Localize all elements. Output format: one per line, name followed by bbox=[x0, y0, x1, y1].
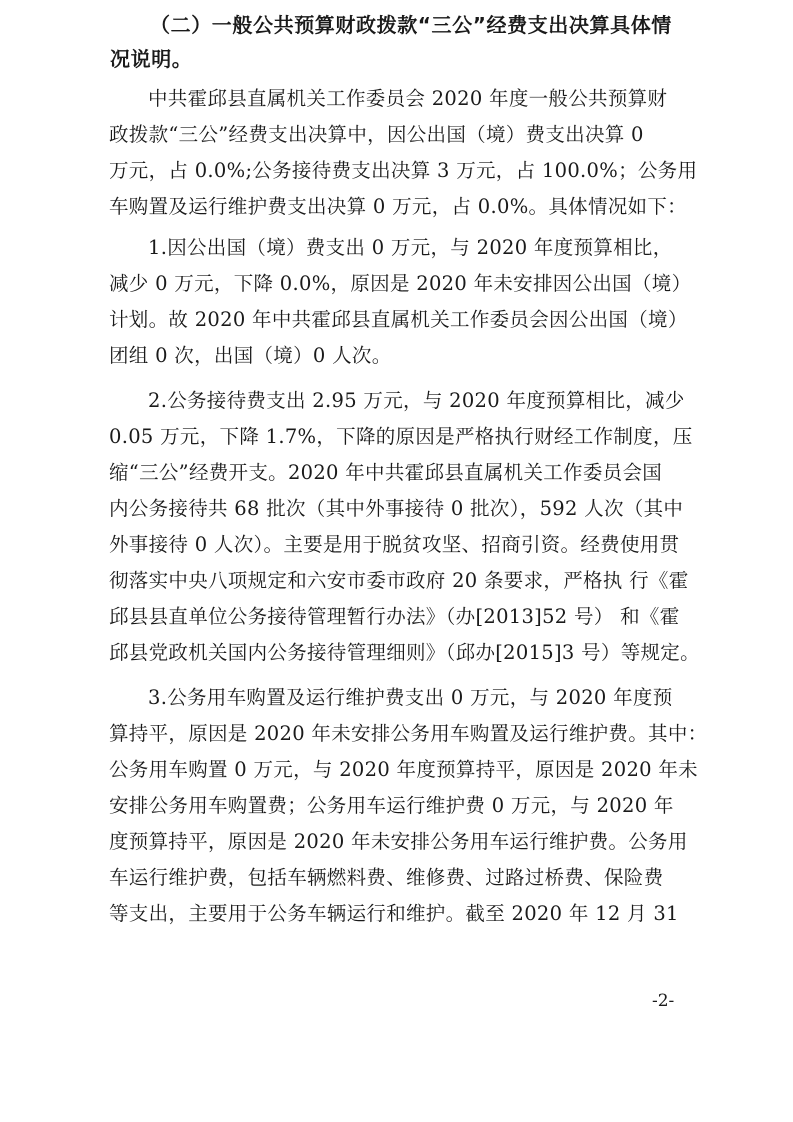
section-heading-line-1: （二）一般公共预算财政拨款“三公”经费支出决算具体情 bbox=[150, 13, 672, 37]
paragraph-4-line-3: 公务用车购置 0 万元，与 2020 年度预算持平，原因是 2020 年未 bbox=[109, 758, 698, 781]
paragraph-3-line-3: 缩“三公”经费开支。2020 年中共霍邱县直属机关工作委员会国 bbox=[109, 461, 663, 484]
paragraph-2-line-3: 计划。故 2020 年中共霍邱县直属机关工作委员会因公出国（境） bbox=[109, 308, 688, 331]
paragraph-1-line-2: 政拨款“三公”经费支出决算中，因公出国（境）费支出决算 0 bbox=[109, 123, 644, 146]
paragraph-4-line-7: 等支出，主要用于公务车辆运行和维护。截至 2020 年 12 月 31 bbox=[109, 902, 679, 925]
paragraph-2-line-2: 减少 0 万元，下降 0.0%，原因是 2020 年未安排因公出国（境） bbox=[109, 272, 692, 295]
page-number: -2- bbox=[652, 991, 675, 1011]
paragraph-3-line-6: 彻落实中央八项规定和六安市委市政府 20 条要求，严格执 行《霍 bbox=[109, 569, 689, 592]
paragraph-3-line-4: 内公务接待共 68 批次（其中外事接待 0 批次），592 人次（其中 bbox=[109, 497, 684, 520]
paragraph-4-line-1: 3.公务用车购置及运行维护费支出 0 万元，与 2020 年度预 bbox=[148, 686, 673, 709]
paragraph-1-line-4: 车购置及运行维护费支出决算 0 万元，占 0.0%。具体情况如下： bbox=[109, 195, 687, 218]
paragraph-4-line-2: 算持平，原因是 2020 年未安排公务用车购置及运行维护费。其中： bbox=[109, 722, 708, 745]
paragraph-2-line-4: 团组 0 次，出国（境）0 人次。 bbox=[109, 344, 392, 367]
paragraph-4-line-6: 车运行维护费，包括车辆燃料费、维修费、过路过桥费、保险费 bbox=[109, 866, 664, 889]
paragraph-3-line-8: 邱县党政机关国内公务接待管理细则》（邱办[2015]3 号）等规定。 bbox=[109, 641, 700, 664]
paragraph-3-line-1: 2.公务接待费支出 2.95 万元，与 2020 年度预算相比，减少 bbox=[148, 389, 685, 412]
section-heading-line-2: 况说明。 bbox=[110, 47, 193, 71]
paragraph-1-line-1: 中共霍邱县直属机关工作委员会 2020 年度一般公共预算财 bbox=[148, 87, 668, 110]
paragraph-2-line-1: 1.因公出国（境）费支出 0 万元，与 2020 年度预算相比， bbox=[148, 236, 673, 259]
paragraph-3-line-5: 外事接待 0 人次）。主要是用于脱贫攻坚、招商引资。经费使用贯 bbox=[109, 533, 680, 556]
paragraph-3-line-2: 0.05 万元，下降 1.7%，下降的原因是严格执行财经工作制度，压 bbox=[109, 425, 693, 448]
paragraph-4-line-5: 度预算持平，原因是 2020 年未安排公务用车运行维护费。公务用 bbox=[109, 830, 688, 853]
paragraph-1-line-3: 万元，占 0.0%;公务接待费支出决算 3 万元，占 100.0%；公务用 bbox=[109, 159, 698, 182]
paragraph-3-line-7: 邱县县直单位公务接待管理暂行办法》（办[2013]52 号） 和《霍 bbox=[109, 605, 680, 628]
paragraph-4-line-4: 安排公务用车购置费；公务用车运行维护费 0 万元，与 2020 年 bbox=[109, 794, 674, 817]
